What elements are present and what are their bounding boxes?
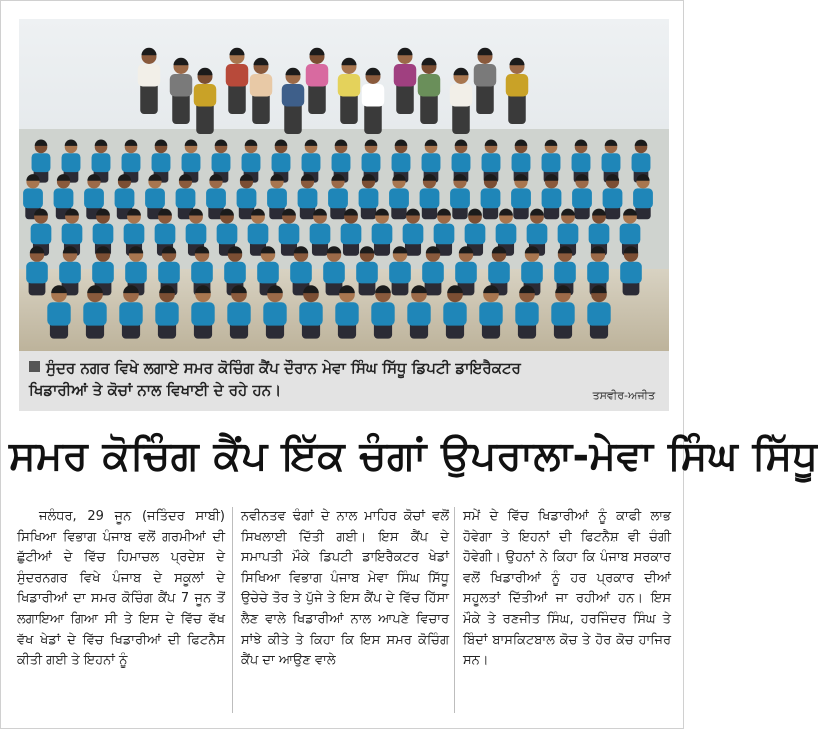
headline: ਸਮਰ ਕੋਚਿੰਗ ਕੈਂਪ ਇੱਕ ਚੰਗਾਂ ਉਪਰਾਲਾ-ਮੇਵਾ ਸਿੰਘ ਸਿੱਧੂ (9, 433, 818, 479)
caption-bullet (29, 361, 40, 372)
article-paragraph-3: ਸਮੇਂ ਦੇ ਵਿੱਚ ਖਿਡਾਰੀਆਂ ਨੂੰ ਕਾਫੀ ਲਾਭ ਹੋਵੇਗਾ ਤੇ ਇਹਨਾਂ ਦੀ ਫਿਟਨੈਸ਼ ਵੀ ਚੰਗੀ ਹੋਵੇਗੀ। ਉਹਨਾਂ ਨੇ ਕਿਹਾ ਕਿ ਪੰਜਾਬ ਸਰਕਾਰ ਵਲੋਂ ਖਿਡਾਰੀਆਂ ਨੂੰ ਹਰ ਪ੍ਰਕਾਰ ਦੀਆਂ ਸਹੂਲਤਾਂ ਦਿੱਤੀਆਂ ਜਾ ਰਹੀਆਂ ਹਨ। ਇਸ ਮੌਕੇ ਤੇ ਰਣਜੀਤ ਸਿੰਘ, ਹਰਜਿੰਦਰ ਸਿੰਘ ਤੇ ਬਿੰਦਾਂ ਬਾਸਕਿਟਬਾਲ ਕੋਚ ਤੇ ਹੋਰ ਕੋਚ ਹਾਜਿਰ ਸਨ। (463, 509, 671, 669)
group-photo (19, 19, 669, 351)
column-divider-2 (454, 507, 455, 713)
caption-line-1 (29, 357, 659, 379)
article-column-3 (463, 507, 671, 719)
article-column-1 (17, 507, 225, 719)
article-paragraph-2: ਨਵੀਨਤਵ ਢੰਗਾਂ ਦੇ ਨਾਲ ਮਾਹਿਰ ਕੋਚਾਂ ਵਲੋਂ ਸਿਖਲਾਈ ਦਿੱਤੀ ਗਈ। ਇਸ ਕੈਂਪ ਦੇ ਸਮਾਪਤੀ ਮੌਕੇ ਡਿਪਟੀ ਡਾਇਰੈਕਟਰ ਖੇਡਾਂ ਸਿਖਿਆ ਵਿਭਾਗ ਪੰਜਾਬ ਮੇਵਾ ਸਿੰਘ ਸਿੱਧੂ ਉਚੇਚੇ ਤੋਰ ਤੇ ਪੁੱਜੇ ਤੇ ਇਸ ਕੈਂਪ ਦੇ ਵਿੱਚ ਹਿੱਸਾ ਲੈਣ ਵਾਲੇ ਖਿਡਾਰੀਆਂ ਨਾਲ ਆਪਣੇ ਵਿਚਾਰ ਸਾਂਝੇ ਕੀਤੇ ਤੇ ਕਿਹਾ ਕਿ ਇਸ ਸਮਰ ਕੋਚਿੰਗ ਕੈਂਪ ਦਾ ਆਉਣ ਵਾਲੇ (241, 509, 449, 669)
caption-line-2: ਖਿਡਾਰੀਆਂ ਤੇ ਕੋਚਾਂ ਨਾਲ ਵਿਖਾਈ ਦੇ ਰਹੇ ਹਨ। (29, 381, 282, 399)
column-divider-1 (232, 507, 233, 713)
article-paragraph-1: ਜਲੰਧਰ, 29 ਜੂਨ (ਜਤਿੰਦਰ ਸਾਬੀ) ਸਿਖਿਆ ਵਿਭਾਗ ਪੰਜਾਬ ਵਲੋਂ ਗਰਮੀਆਂ ਦੀ ਛੁੱਟੀਆਂ ਦੇ ਵਿੱਚ ਹਿਮਾਚਲ ਪ੍ਰਦੇਸ਼ ਦੇ ਸੁੰਦਰਨਗਰ ਵਿਖੇ ਪੰਜਾਬ ਦੇ ਸਕੂਲਾਂ ਦੇ ਖਿਡਾਰੀਆਂ ਦਾ ਸਮਰ ਕੋਚਿੰਗ ਕੈਂਪ 7 ਜੂਨ ਤੋਂ ਲਗਾਇਆ ਗਿਆ ਸੀ ਤੇ ਇਸ ਦੇ ਵਿੱਚ ਵੱਖ ਵੱਖ ਖੇਡਾਂ ਦੇ ਵਿੱਚ ਖਿਡਾਰੀਆਂ ਦੀ ਫਿਟਨੈਸ ਕੀਤੀ ਗਈ ਤੇ ਇਹਨਾਂ ਨੂੰ (17, 509, 225, 669)
caption-text-1: ਸੁੰਦਰ ਨਗਰ ਵਿਖੇ ਲਗਾਏ ਸਮਰ ਕੋਚਿੰਗ ਕੈਂਪ ਦੌਰਾਨ ਮੇਵਾ ਸਿੰਘ ਸਿੱਧੂ ਡਿਪਟੀ ਡਾਇਰੈਕਟਰ (46, 359, 521, 377)
photo-credit: ਤਸਵੀਰ-ਅਜੀਤ (592, 389, 655, 402)
photo-caption (19, 351, 669, 411)
article-column-2 (241, 507, 449, 719)
